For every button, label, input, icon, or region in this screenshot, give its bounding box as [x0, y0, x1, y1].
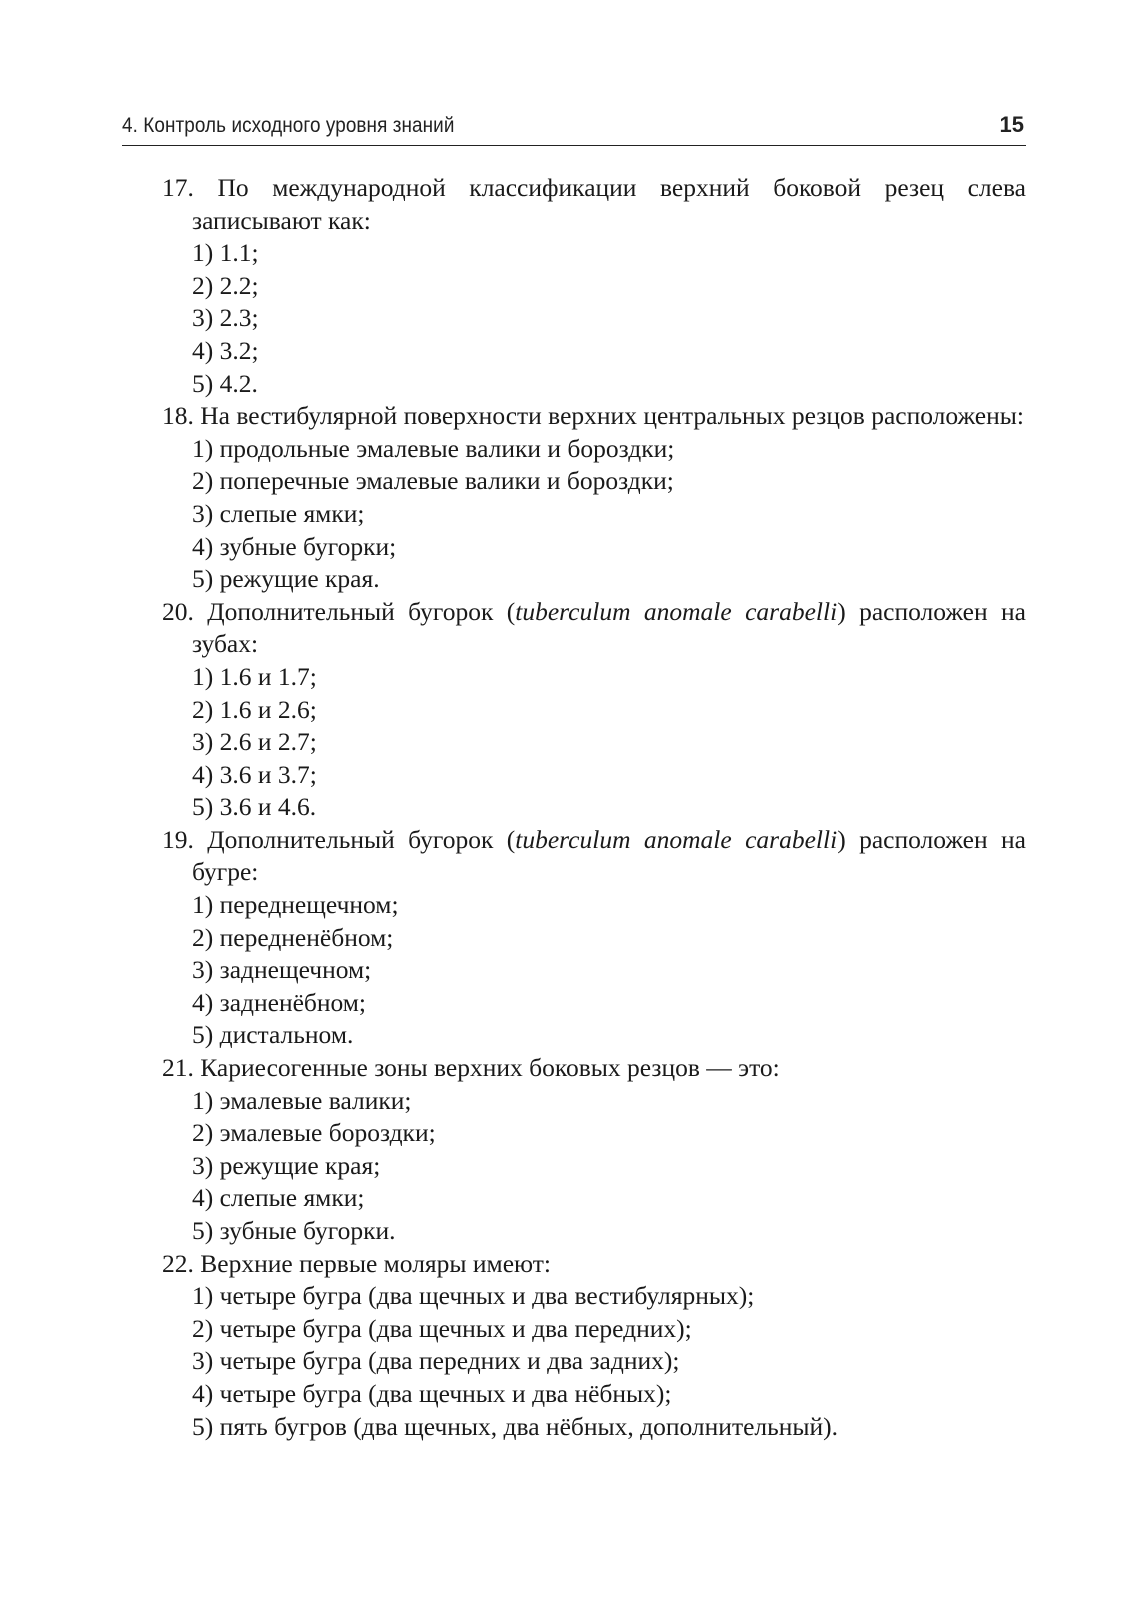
- answer-option: 1) 1.6 и 1.7;: [192, 661, 317, 691]
- answer-options: [162, 661, 1026, 824]
- question-number: 18.: [162, 401, 194, 431]
- answer-option: 1) продольные эмалевые валики и бороздки;: [192, 433, 675, 463]
- question-prompt: Дополнительный бугорок (: [207, 596, 516, 626]
- question-prompt: Кариесогенные зоны верхних боковых резцов — это:: [200, 1053, 780, 1083]
- section-title: 4. Контроль исходного уровня знаний: [122, 114, 455, 137]
- answer-options: [162, 889, 1026, 1052]
- answer-option: 3) заднещечном;: [192, 955, 372, 985]
- answer-option: 4) слепые ямки;: [192, 1183, 365, 1213]
- answer-option: 2) поперечные эмалевые валики и бороздки;: [192, 466, 674, 496]
- answer-options: [162, 237, 1026, 400]
- answer-option: 2) передненёбном;: [192, 922, 394, 952]
- question-prompt: На вестибулярной поверхности верхних центральных резцов расположены:: [200, 401, 1024, 431]
- question-text: [162, 824, 1026, 889]
- answer-option: 2) эмалевые бороздки;: [192, 1118, 436, 1148]
- page-number: 15: [999, 112, 1024, 137]
- answer-options: [162, 1085, 1026, 1248]
- question-prompt: Дополнительный бугорок (: [207, 824, 516, 854]
- answer-option: 5) зубные бугорки.: [192, 1216, 396, 1245]
- question-text: [162, 1248, 1026, 1281]
- question: [162, 596, 1026, 824]
- answer-option: 2) 1.6 и 2.6;: [192, 694, 317, 724]
- question-prompt: По международной классификации верхний боковой резец слева записывают как:: [192, 173, 1027, 235]
- latin-term: tuberculum anomale carabelli: [515, 824, 838, 854]
- answer-option: 5) дистальном.: [192, 1020, 354, 1050]
- question-number: 17.: [162, 173, 194, 202]
- answer-option: 4) зубные бугорки;: [192, 531, 397, 561]
- question-number: 22.: [162, 1248, 194, 1278]
- question: [162, 1052, 1026, 1248]
- question-number: 19.: [162, 824, 194, 854]
- answer-option: 4) четыре бугра (два щечных и два нёбных);: [192, 1378, 672, 1408]
- answer-option: 3) четыре бугра (два передних и два задних);: [192, 1346, 680, 1376]
- answer-option: 1) эмалевые валики;: [192, 1085, 412, 1115]
- answer-option: 4) задненёбном;: [192, 987, 367, 1017]
- answer-option: 3) 2.6 и 2.7;: [192, 727, 317, 757]
- question-text: [162, 1052, 1026, 1085]
- answer-option: 5) 4.2.: [192, 368, 258, 398]
- question-list: [162, 172, 1026, 1443]
- answer-option: 3) 2.3;: [192, 303, 259, 333]
- question-prompt-end: ) расположен на зубах:: [192, 596, 1026, 659]
- answer-option: 1) четыре бугра (два щечных и два вестибулярных);: [192, 1281, 755, 1311]
- question-text: [162, 172, 1026, 237]
- answer-option: 3) режущие края;: [192, 1150, 381, 1180]
- answer-option: 4) 3.2;: [192, 335, 259, 365]
- answer-option: 2) 2.2;: [192, 270, 259, 300]
- answer-options: [162, 1280, 1026, 1443]
- question-number: 20.: [162, 596, 194, 626]
- answer-option: 1) переднещечном;: [192, 890, 399, 920]
- answer-option: 1) 1.1;: [192, 238, 259, 268]
- answer-option: 5) 3.6 и 4.6.: [192, 792, 317, 822]
- latin-term: tuberculum anomale carabelli: [515, 596, 838, 626]
- answer-option: 2) четыре бугра (два щечных и два передних);: [192, 1313, 692, 1343]
- question-text: [162, 400, 1026, 433]
- question: [162, 172, 1026, 400]
- question: [162, 400, 1026, 596]
- running-header: [122, 113, 1026, 146]
- answer-option: 3) слепые ямки;: [192, 498, 365, 528]
- answer-option: 4) 3.6 и 3.7;: [192, 759, 317, 789]
- answer-option: 5) режущие края.: [192, 564, 380, 594]
- answer-option: 5) пять бугров (два щечных, два нёбных, дополнительный).: [192, 1411, 839, 1441]
- question-prompt: Верхние первые моляры имеют:: [200, 1248, 551, 1278]
- question: [162, 824, 1026, 1052]
- question-prompt-end: ) расположен на бугре:: [192, 824, 1026, 887]
- answer-options: [162, 433, 1026, 596]
- question: [162, 1248, 1026, 1444]
- question-number: 21.: [162, 1053, 194, 1083]
- question-text: [162, 596, 1026, 661]
